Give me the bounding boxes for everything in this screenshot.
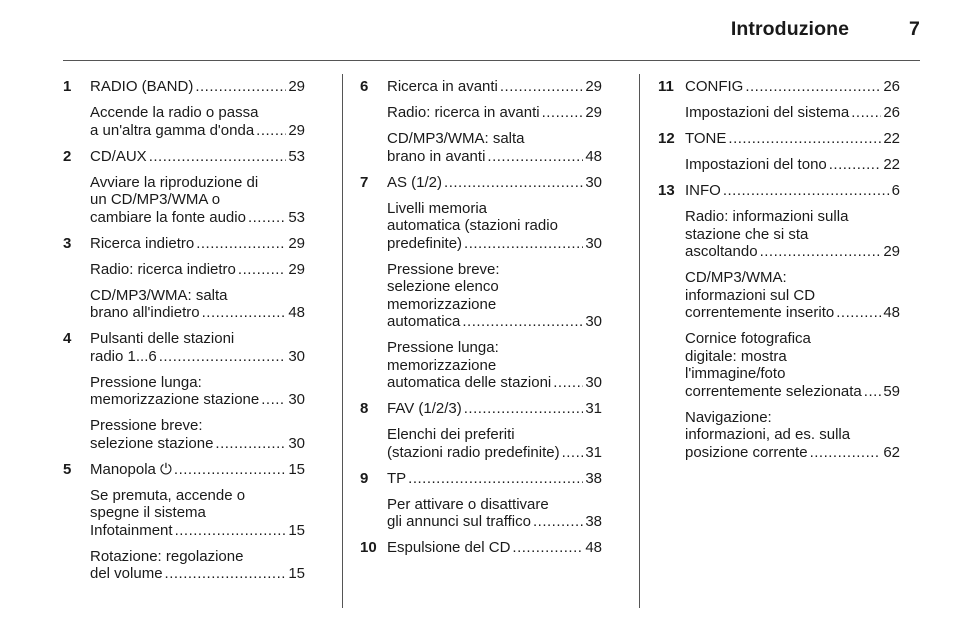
item-text: Cornice fotografica (685, 330, 811, 347)
item-page-number: 29 (288, 260, 305, 278)
dot-leader (728, 130, 881, 148)
dot-leader (512, 539, 583, 557)
item-text: Ricerca indietro (90, 234, 195, 252)
toc-item (658, 78, 900, 96)
item-text: radio 1...6 (90, 347, 157, 365)
toc-subitem (63, 374, 305, 409)
item-text: Accende la radio o passa (90, 104, 259, 121)
dot-leader (810, 444, 882, 462)
item-text: predefinite) (387, 234, 463, 252)
item-text: selezione elenco (387, 278, 499, 295)
item-text: Manopola ⏻ (90, 460, 172, 478)
item-page-number: 15 (288, 521, 305, 539)
item-page-number: 31 (585, 400, 602, 417)
item-text: CONFIG (685, 78, 744, 95)
item-number: 9 (360, 469, 369, 487)
toc-column-2 (360, 78, 602, 557)
item-text: ascoltando (685, 243, 758, 260)
item-text: Radio: informazioni sulla (685, 208, 849, 225)
item-text: CD/MP3/WMA: salta (387, 130, 525, 147)
item-text: CD/MP3/WMA: (685, 269, 787, 286)
item-text: brano in avanti (387, 147, 486, 165)
toc-subitem (63, 261, 305, 279)
item-page-number: 29 (288, 234, 305, 252)
toc-item (63, 330, 305, 365)
toc-item (658, 182, 900, 200)
toc-item (63, 148, 305, 166)
item-page-number: 38 (585, 513, 602, 530)
toc-subitem (360, 261, 602, 331)
item-number: 6 (360, 78, 369, 95)
item-text: correntemente selezionata (685, 382, 862, 400)
item-page-number: 15 (288, 460, 305, 478)
item-page-number: 29 (288, 78, 305, 95)
item-text: CD/MP3/WMA: salta (90, 286, 228, 304)
item-text: Pulsanti delle stazioni (90, 330, 235, 347)
item-text: Espulsione del CD (387, 539, 511, 556)
dot-leader (487, 148, 583, 166)
item-text: Radio: ricerca in avanti (387, 104, 540, 121)
item-page-number: 38 (585, 469, 602, 487)
item-number: 7 (360, 173, 369, 191)
item-text: correntemente inserito (685, 304, 835, 321)
item-page-number: 48 (585, 539, 602, 556)
item-text: Pressione breve: (90, 417, 203, 434)
item-page-number: 30 (288, 434, 305, 452)
item-page-number: 30 (585, 313, 602, 330)
dot-leader (444, 174, 583, 192)
item-page-number: 6 (891, 182, 900, 199)
dot-leader (238, 261, 286, 279)
toc-item (360, 174, 602, 192)
item-text: l'immagine/foto (685, 365, 786, 382)
item-page-number: 29 (585, 78, 602, 95)
item-page-number: 53 (288, 208, 305, 226)
toc-item (658, 130, 900, 148)
dot-leader (408, 470, 583, 488)
toc-column-3 (658, 78, 900, 461)
dot-leader (745, 78, 881, 96)
item-text: Se premuta, accende o (90, 486, 246, 504)
item-number: 3 (63, 234, 72, 252)
item-page-number: 48 (288, 304, 305, 321)
dot-leader (553, 374, 583, 392)
toc-subitem (63, 548, 305, 583)
item-page-number: 31 (585, 443, 602, 461)
header-rule (63, 60, 920, 61)
toc-item (360, 539, 602, 557)
toc-subitem (658, 156, 900, 174)
item-text: FAV (1/2/3) (387, 400, 462, 417)
item-page-number: 30 (585, 173, 602, 191)
item-text: CD/AUX (90, 147, 147, 165)
item-number: 4 (63, 330, 72, 347)
dot-leader (829, 156, 882, 174)
item-text: AS (1/2) (387, 173, 443, 191)
item-number: 10 (360, 539, 377, 556)
item-text: memorizzazione (387, 356, 497, 374)
item-page-number: 48 (585, 147, 602, 165)
item-text: Pressione lunga: (387, 339, 499, 356)
item-text: informazioni sul CD (685, 286, 816, 304)
item-text: a un'altra gamma d'onda (90, 121, 255, 139)
dot-leader (256, 122, 286, 140)
toc-subitem (658, 104, 900, 122)
toc-subitem (658, 409, 900, 462)
item-text: stazione che si sta (685, 225, 809, 243)
dot-leader (175, 522, 287, 540)
item-page-number: 30 (585, 374, 602, 391)
toc-item (63, 78, 305, 96)
item-number: 1 (63, 78, 72, 95)
item-page-number: 29 (883, 243, 900, 260)
item-text: automatica delle stazioni (387, 374, 552, 391)
item-number: 11 (658, 78, 674, 95)
item-text: memorizzazione (387, 295, 497, 313)
item-page-number: 30 (585, 234, 602, 252)
toc-subitem (63, 487, 305, 540)
item-text: posizione corrente (685, 443, 808, 461)
dot-leader (533, 513, 583, 531)
item-number: 12 (658, 130, 675, 147)
item-text: un CD/MP3/WMA o (90, 191, 221, 208)
item-text: Livelli memoria (387, 199, 488, 217)
dot-leader (159, 348, 287, 366)
dot-leader (195, 78, 286, 96)
column-divider (639, 74, 640, 608)
dot-leader (196, 235, 286, 253)
toc-subitem (360, 200, 602, 253)
item-text: cambiare la fonte audio (90, 208, 246, 226)
item-page-number: 26 (883, 78, 900, 95)
dot-leader (464, 235, 583, 253)
item-text: del volume (90, 565, 163, 582)
column-divider (342, 74, 343, 608)
item-page-number: 26 (883, 104, 900, 121)
toc-subitem (63, 287, 305, 322)
dot-leader (215, 435, 286, 453)
item-text: selezione stazione (90, 434, 214, 452)
item-text: Impostazioni del sistema (685, 104, 850, 121)
dot-leader (723, 182, 890, 200)
toc-subitem (63, 417, 305, 452)
toc-subitem (360, 426, 602, 461)
toc-subitem (658, 269, 900, 322)
item-text: Impostazioni del tono (685, 156, 827, 173)
item-page-number: 22 (883, 156, 900, 173)
item-text: Elenchi dei preferiti (387, 426, 515, 443)
dot-leader (464, 400, 584, 418)
item-text: Radio: ricerca indietro (90, 260, 236, 278)
item-page-number: 59 (883, 382, 900, 400)
page-title: Introduzione (730, 18, 850, 40)
item-text: Avviare la riproduzione di (90, 173, 259, 191)
item-text: digitale: mostra (685, 347, 787, 365)
item-page-number: 15 (288, 565, 305, 582)
item-text: INFO (685, 182, 721, 199)
item-text: TONE (685, 130, 727, 147)
toc-subitem (658, 208, 900, 261)
dot-leader (462, 313, 583, 331)
item-page-number: 22 (883, 130, 900, 147)
toc-item (63, 461, 305, 479)
dot-leader (500, 78, 583, 96)
item-text: Per attivare o disattivare (387, 495, 549, 513)
toc-subitem (360, 130, 602, 165)
item-text: (stazioni radio predefinite) (387, 443, 560, 461)
dot-leader (542, 104, 584, 122)
item-page-number: 53 (288, 147, 305, 165)
item-number: 8 (360, 400, 369, 417)
item-page-number: 29 (288, 121, 305, 139)
item-text: Pressione lunga: (90, 373, 202, 391)
item-text: gli annunci sul traffico (387, 513, 531, 530)
toc-subitem (360, 104, 602, 122)
item-text: Navigazione: (685, 408, 772, 426)
toc-column-1 (63, 78, 305, 583)
item-text: RADIO (BAND) (90, 78, 194, 95)
toc-subitem (360, 496, 602, 531)
dot-leader (165, 565, 287, 583)
item-number: 5 (63, 460, 72, 478)
dot-leader (202, 304, 287, 322)
item-text: Rotazione: regolazione (90, 547, 244, 565)
item-page-number: 30 (288, 391, 305, 408)
dot-leader (760, 243, 882, 261)
item-number: 13 (658, 182, 675, 199)
toc-item (360, 400, 602, 418)
item-text: TP (387, 469, 407, 487)
item-text: automatica (387, 313, 461, 330)
item-page-number: 48 (883, 304, 900, 321)
item-page-number: 29 (585, 104, 602, 121)
item-text: brano all'indietro (90, 304, 200, 321)
item-text: automatica (stazioni radio (387, 217, 558, 234)
item-text: spegne il sistema (90, 504, 206, 521)
dot-leader (836, 304, 881, 322)
item-number: 2 (63, 147, 72, 165)
dot-leader (864, 383, 882, 401)
page-number: 7 (909, 18, 920, 40)
dot-leader (149, 148, 287, 166)
toc-subitem (658, 330, 900, 400)
page-header (731, 18, 920, 41)
item-text: Ricerca in avanti (387, 78, 498, 95)
toc-subitem (63, 104, 305, 139)
item-text: informazioni, ad es. sulla (685, 426, 851, 443)
dot-leader (261, 391, 286, 409)
item-page-number: 30 (288, 347, 305, 365)
dot-leader (562, 444, 584, 462)
item-page-number: 62 (883, 443, 900, 461)
toc-subitem (360, 339, 602, 392)
toc-item (360, 78, 602, 96)
dot-leader (174, 461, 286, 479)
toc-item (63, 235, 305, 253)
dot-leader (248, 209, 286, 227)
toc-subitem (63, 174, 305, 227)
dot-leader (851, 104, 881, 122)
item-text: Pressione breve: (387, 260, 500, 278)
toc-item (360, 470, 602, 488)
item-text: Infotainment (90, 521, 173, 539)
item-text: memorizzazione stazione (90, 391, 260, 408)
